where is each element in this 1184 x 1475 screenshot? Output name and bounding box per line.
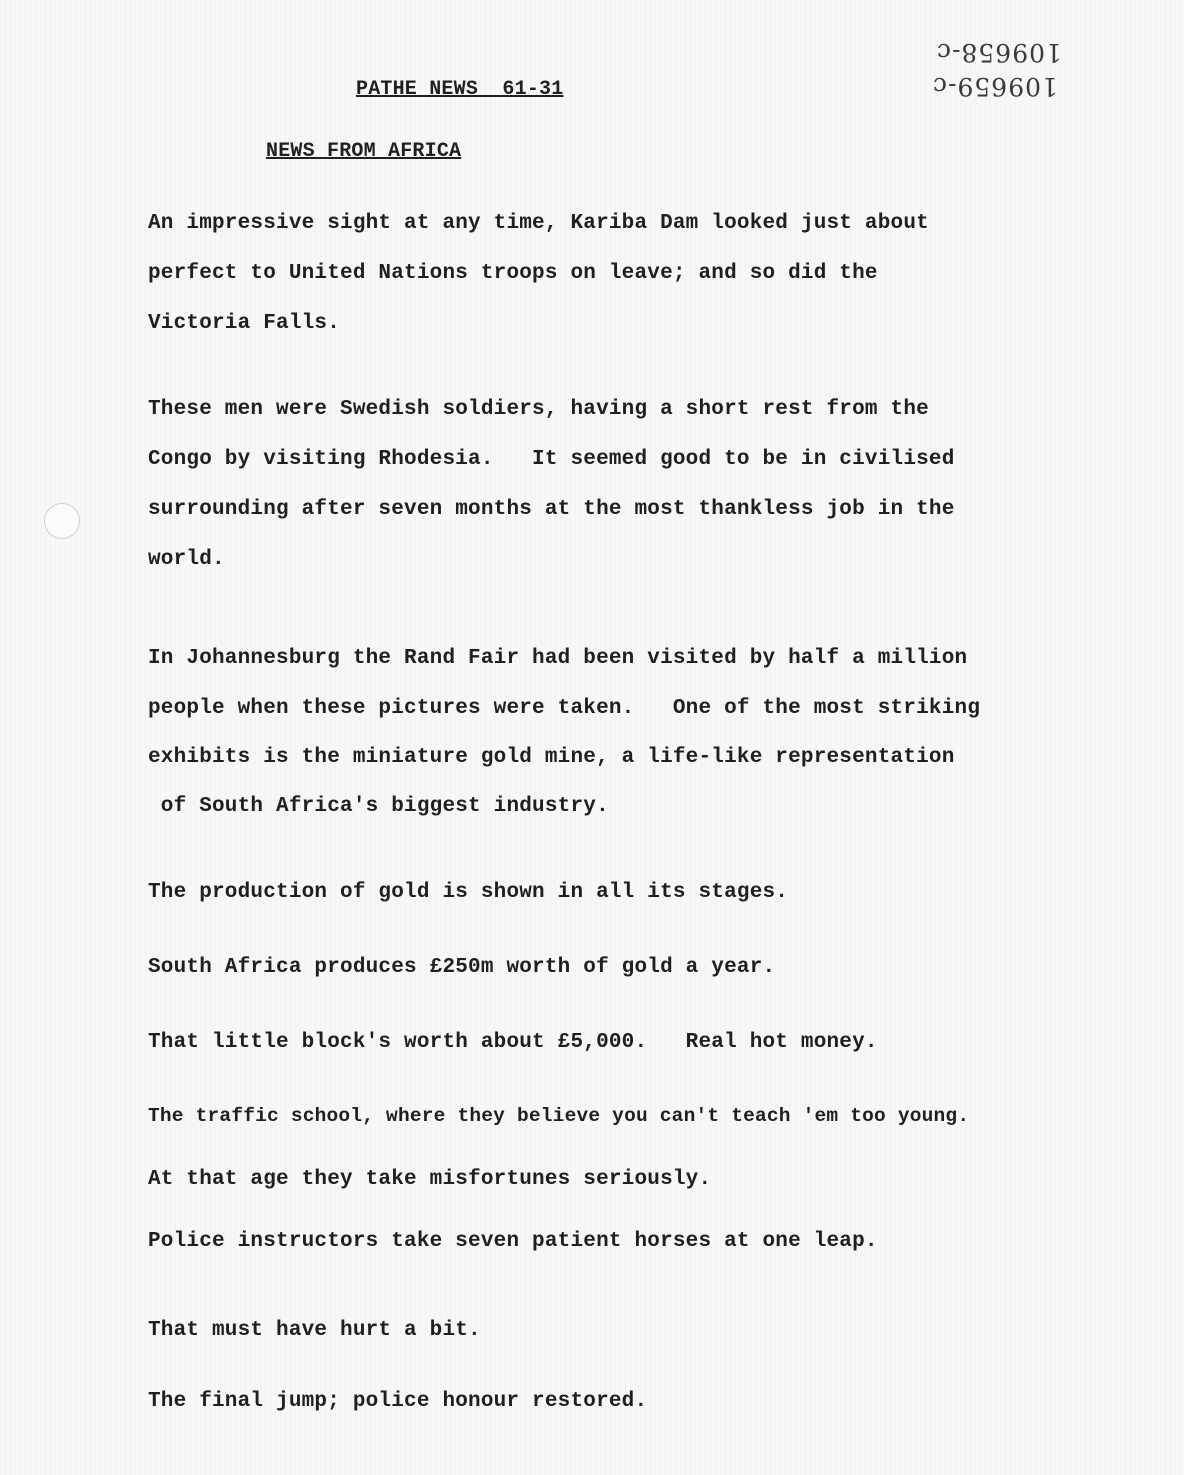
text-line: The final jump; police honour restored. [148,1390,648,1413]
text-line: world. [148,548,225,571]
text-line: In Johannesburg the Rand Fair had been visited by half a million [148,647,968,670]
text-line: These men were Swedish soldiers, having a short rest from the [148,398,929,421]
text-line: That little block's worth about £5,000. Real hot money. [148,1031,878,1054]
text-line: At that age they take misfortunes seriously. [148,1168,712,1191]
text-line: people when these pictures were taken. One of the most striking [148,697,981,720]
handwritten-ref-1: 109658-c [936,38,1062,67]
punch-hole [44,503,80,539]
text-line: Police instructors take seven patient horses at one leap. [148,1230,878,1253]
text-line: The traffic school, where they believe you can't teach 'em too young. [148,1105,970,1127]
text-line: South Africa produces £250m worth of gold a year. [148,956,776,979]
text-line: That must have hurt a bit. [148,1319,481,1342]
text-line: An impressive sight at any time, Kariba Dam looked just about [148,212,929,235]
document-title: PATHE NEWS 61-31 [356,78,564,101]
text-line: of South Africa's biggest industry. [148,795,609,818]
handwritten-ref-2: 109659-c [932,72,1058,101]
text-line: Congo by visiting Rhodesia. It seemed good to be in civilised [148,448,955,471]
document-subtitle: NEWS FROM AFRICA [266,140,462,163]
text-line: surrounding after seven months at the most thankless job in the [148,498,955,521]
text-line: perfect to United Nations troops on leave; and so did the [148,262,878,285]
text-line: Victoria Falls. [148,312,341,335]
text-line: exhibits is the miniature gold mine, a life-like representation [148,746,955,769]
text-line: The production of gold is shown in all its stages. [148,881,789,904]
